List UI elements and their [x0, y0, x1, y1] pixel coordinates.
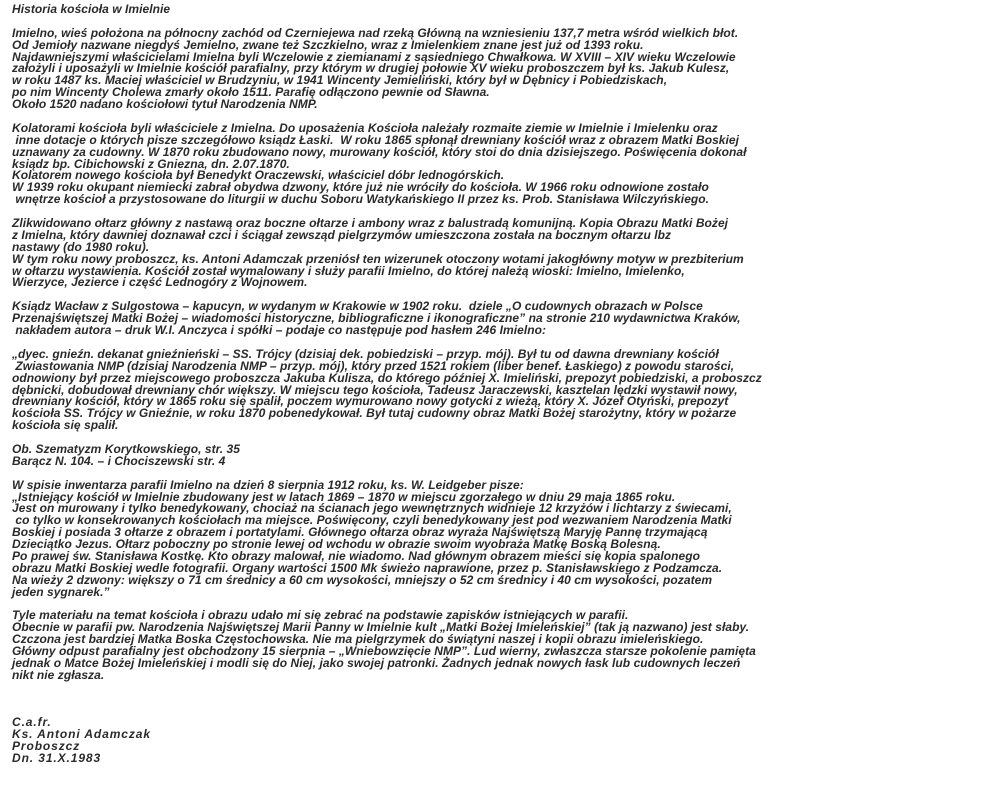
text-line: Po prawej św. Stanisława Kostkę. Kto obrazy malował, nie wiadomo. Nad głównym obrazem mieści się kopia spalonego: [12, 548, 700, 563]
text-line: Boskiej i posiada 3 ołtarze z obrazem i portatylami. Głównego ołtarza obraz wyraża Najświętszą Maryję Pannę trzymającą: [12, 525, 708, 540]
text-line: jednak o Matce Bożej Imieleńskiej i modli się do Niej, jako swojej patronki. Żadnych jednak nowych łask lub cudownych leczeń: [12, 655, 741, 670]
paragraph-7: [12, 477, 992, 599]
text-line: Zlikwidowano ołtarz główny z nastawą oraz boczne ołtarze i ambony wraz z balustradą komunijną. Kopia Obrazu Matki Bożej: [12, 216, 729, 231]
text-line: nakładem autora – druk W.I. Anczyca i spółki – podaje co następuje pod hasłem 246 Imielno:: [12, 323, 547, 338]
text-line: „Istniejący kościół w Imielnie zbudowany jest w latach 1869 – 1870 w miejscu zgorzałego w dniu 29 maja 1865 roku.: [12, 489, 676, 504]
text-line: W spisie inwentarza parafii Imielno na dzień 8 sierpnia 1912 roku, ks. W. Leidgeber pisze:: [12, 477, 524, 492]
text-line: Tyle materiału na temat kościoła i obrazu udało mi się zebrać na podstawie zapisków istniejących w parafii.: [12, 608, 629, 623]
text-line: nikt nie zgłasza.: [12, 667, 105, 682]
text-line: Barącz N. 104. – i Chociszewski str. 4: [12, 453, 226, 468]
text-line: obrazu Matki Boskiej wedle fotografii. Organy wartości 1500 Mk świeżo naprawione, przez p. Stanisławskiego z Podzamcza.: [12, 560, 723, 575]
text-line: z Imielna, który dawniej doznawał czci i ściągał zewsząd pielgrzymów umieszczona została na bocznym ołtarzu lbz: [12, 227, 672, 242]
text-line: Ob. Szematyzm Korytkowskiego, str. 35: [12, 441, 240, 456]
text-line: Przenajświętszej Matki Bożej – wiadomości historyczne, bibliograficzne i ikonograficzne” na stronie 210 wydawnictwa Kraków,: [12, 311, 741, 326]
text-line: Imielno, wieś położona na północny zachód od Czerniejewa nad rzeką Główną na wzniesieniu 137,7 metra wśród wielkich błot.: [12, 25, 739, 40]
text-line: inne dotacje o których pisze szczegółowo ksiądz Łaski. W roku 1865 spłonął drewniany kościół wraz z obrazem Matki Boskiej: [12, 132, 740, 147]
text-line: drewniany kościół, który w 1865 roku się spalił, poczem wymurowano nowy gotycki z wieżą, który X. Józef Otyński, prepozyt: [12, 394, 729, 409]
text-line: Na wieży 2 dzwony: większy o 71 cm średnicy a 60 cm wysokości, mniejszy o 52 cm średnicy i 40 cm wysokości, pozatem: [12, 572, 713, 587]
text-line: ksiądz bp. Cibichowski z Gniezna, dn. 2.07.1870.: [12, 156, 290, 171]
text-line: Kolatorami kościoła byli właściciele z Imielna. Do uposażenia Kościoła należały rozmaite ziemie w Imielnie i Imielenku oraz: [12, 120, 718, 135]
paragraph-4: [12, 301, 992, 337]
text-line: Zwiastowania NMP (dzisiaj Narodzenia NMP – przyp. mój), który przed 1521 rokiem (liber benef. Łaskiego) z powodu starości,: [12, 358, 735, 373]
signature-block: [12, 717, 992, 765]
text-line: w ołtarzu wystawienia. Kościół został wymalowany i służy parafii Imielno, do której należą wioski: Imielno, Imielenko,: [12, 263, 685, 278]
text-line: „dyec. gnieźn. dekanat gnieźnieński – SS. Trójcy (dzisiaj dek. pobiedziski – przyp. mój). Był tu od dawna drewniany kościół: [12, 346, 719, 361]
text-line: W tym roku nowy proboszcz, ks. Antoni Adamczak przeniósł ten wizerunek otoczony wotami jakogłówny motyw w prezbiterium: [12, 251, 744, 266]
text-line: dębnicki, dobudował drewniany chór większy. W miejscu tego kościoła, Tadeusz Jaraczewski, kasztelan lędzki wystawił nowy,: [12, 382, 738, 397]
text-line: Około 1520 nadano kościołowi tytuł Narodzenia NMP.: [12, 97, 318, 112]
text-line: założyli i uposażyli w Imielnie kościół parafialny, przy którym w drugiej połowie XV wieku proboszczem był ks. Jakub Kulesz,: [12, 61, 730, 76]
text-line: nastawy (do 1980 roku).: [12, 239, 150, 254]
document: [12, 4, 992, 765]
text-line: wnętrze kościoł a przystosowane do liturgii w duchu Soboru Watykańskiego II przez ks. Prob. Stanisława Wilczyńskiego.: [12, 192, 710, 207]
signature-line: C.a.fr.: [12, 715, 52, 730]
text-line: w roku 1487 ks. Maciej właściciel w Brudzyniu, w 1941 Wincenty Jemieliński, który był w Dębnicy i Pobiedziskach,: [12, 73, 668, 88]
text-line: co tylko w konsekrowanych kościołach ma miejsce. Poświęcony, czyli benedykowany jest pod wezwaniem Narodzenia Matki: [12, 513, 732, 528]
paragraph-gap: [12, 682, 992, 694]
text-line: Wierzyce, Jezierce i część Lednogóry z Wojnowem.: [12, 275, 308, 290]
text-line: odnowiony był przez miejscowego proboszcza Jakuba Kulisza, do którego później X. Imieliński, prepozyt pobiedziski, a proboszcz: [12, 370, 762, 385]
document-title: Historia kościoła w Imielnie: [12, 2, 171, 16]
paragraph-gap: [12, 694, 992, 706]
text-line: uznawany za cudowny. W 1870 roku zbudowano nowy, murowany kościół, który stoi do dnia dzisiejszego. Poświęcenia dokonał: [12, 144, 747, 159]
text-line: Jest on murowany i tylko benedykowany, chociaż na ścianach jego wewnętrznych widnieje 12 krzyżów i lichtarzy z świecami,: [12, 501, 732, 516]
text-line: Główny odpust parafialny jest obchodzony 15 sierpnia – „Wniebowzięcie NMP”. Lud wierny, zwłaszcza starsze pokolenie pamięta: [12, 644, 756, 659]
signature-name: Ks. Antoni Adamczak: [12, 727, 151, 742]
text-line: Obecnie w parafii pw. Narodzenia Najświętszej Marii Panny w Imielnie kult „Matki Bożej Imieleńskiej” (tak ją nazwano) jest słaby.: [12, 620, 750, 635]
text-line: po nim Wincenty Cholewa zmarły około 1511. Parafię odłączono pewnie od Sławna.: [12, 85, 490, 100]
paragraph-5: [12, 346, 992, 433]
text-line: Czczona jest bardziej Matka Boska Częstochowska. Nie ma pielgrzymek do świątyni naszej i kopii obrazu imieleńskiego.: [12, 632, 704, 647]
signature-role: Proboszcz: [12, 739, 81, 754]
paragraph-gap: [12, 706, 992, 718]
paragraph-6: [12, 441, 992, 468]
text-line: Dzieciątko Jezus. Ołtarz poboczny po stronie lewej od wchodu w obrazie swoim wyobraża Matkę Boską Bolesną.: [12, 537, 661, 552]
text-line: Kolatorem nowego kościoła był Benedykt Oraczewski, właściciel dóbr lednogórskich.: [12, 168, 505, 183]
text-line: kościoła SS. Trójcy w Gnieźnie, w roku 1870 pobenedykował. Był tutaj cudowny obraz Matki Bożej starożytny, który w pożarze: [12, 406, 737, 421]
text-line: kościoła się spalił.: [12, 418, 119, 433]
paragraph-1: [12, 25, 992, 112]
text-line: Najdawniejszymi właścicielami Imielna byli Wczelowie z ziemianami z sąsiedniego Chwałkowa. W XVIII – XIV wieku Wczelowie: [12, 49, 736, 64]
text-line: Ksiądz Wacław z Sulgostowa – kapucyn, w wydanym w Krakowie w 1902 roku. dziele „O cudownych obrazach w Polsce: [12, 299, 703, 314]
paragraph-2: [12, 120, 992, 207]
paragraph-3: [12, 218, 992, 289]
signature-date: Dn. 31.X.1983: [12, 751, 102, 766]
text-line: W 1939 roku okupant niemiecki zabrał obydwa dzwony, które już nie wróciły do kościoła. W 1966 roku odnowione zostało: [12, 180, 709, 195]
paragraph-8: [12, 610, 992, 681]
text-line: Od Jemioły nazwane niegdyś Jemielno, zwane też Szczkielno, wraz z Imielenkiem znane jest już od 1393 roku.: [12, 37, 644, 52]
text-line: jeden sygnarek.”: [12, 584, 110, 599]
